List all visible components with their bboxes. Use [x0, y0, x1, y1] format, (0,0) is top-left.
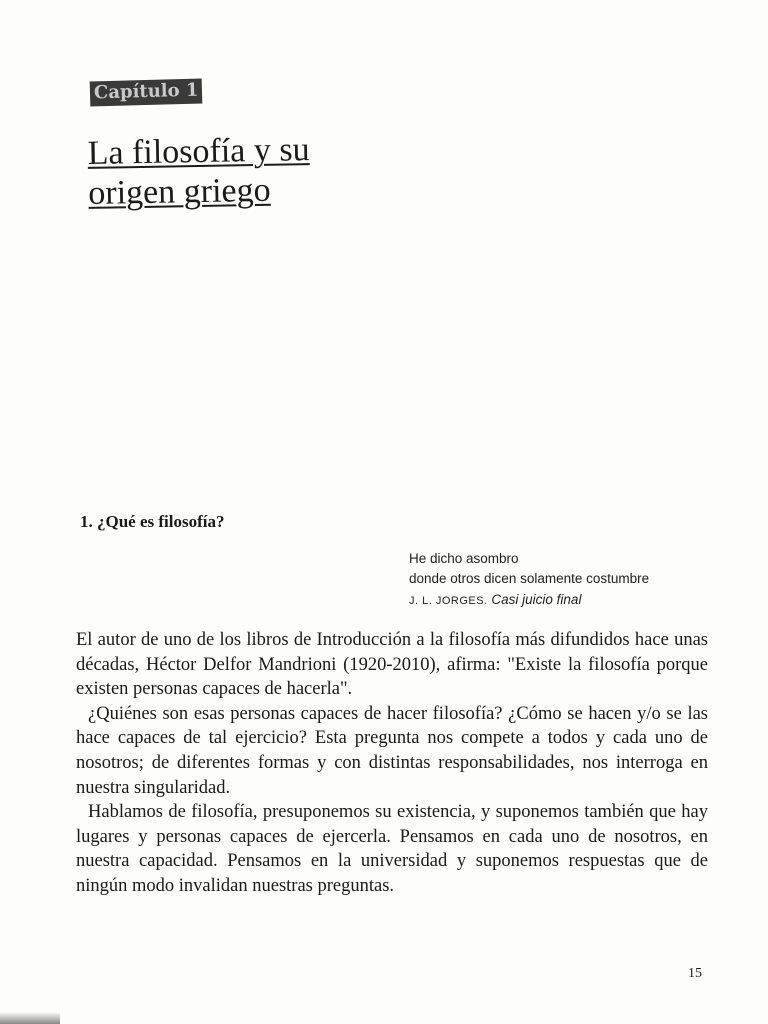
- section-heading: 1. ¿Qué es filosofía?: [80, 512, 225, 531]
- paragraph-2: ¿Quiénes son esas personas capaces de hacer filosofía? ¿Cómo se hacen y/o se las hace capaces de tal ejercicio? Esta pregunta nos compete a todos y cada uno de nosotros; de diferentes formas y con distintas responsabilidades, nos interroga en nuestra singularidad.: [76, 703, 708, 798]
- epigraph-attribution: [409, 590, 649, 611]
- paragraph-3: Hablamos de filosofía, presuponemos su existencia, y suponemos también que hay lugares y personas capaces de ejercerla. Pensamos en cada uno de nosotros, en nuestra capacidad. Pensamos en la universidad y suponemos respuestas que de ningún modo invalidan nuestras preguntas.: [76, 802, 708, 896]
- chapter-title-line-2: origen griego: [88, 171, 271, 212]
- paragraph-1: El autor de uno de los libros de Introducción a la filosofía más difundidos hace unas décadas, Héctor Delfor Mandrioni (1920-2010), afirma: "Existe la filosofía porque existen personas capaces de hacerla".: [76, 630, 708, 700]
- epigraph-author: J. L. JORGES.: [409, 595, 488, 607]
- page-number: 15: [688, 966, 702, 981]
- epigraph-work: Casi juicio final: [491, 592, 582, 607]
- scan-shadow: [0, 1012, 60, 1024]
- chapter-title: [87, 130, 310, 214]
- chapter-title-line-1: La filosofía y su: [87, 131, 310, 172]
- chapter-label: Capítulo 1: [90, 79, 203, 107]
- body-text: [76, 628, 708, 899]
- epigraph-line-1: He dicho asombro: [409, 551, 519, 566]
- epigraph: [409, 549, 649, 611]
- epigraph-line-2: donde otros dicen solamente costumbre: [409, 571, 650, 586]
